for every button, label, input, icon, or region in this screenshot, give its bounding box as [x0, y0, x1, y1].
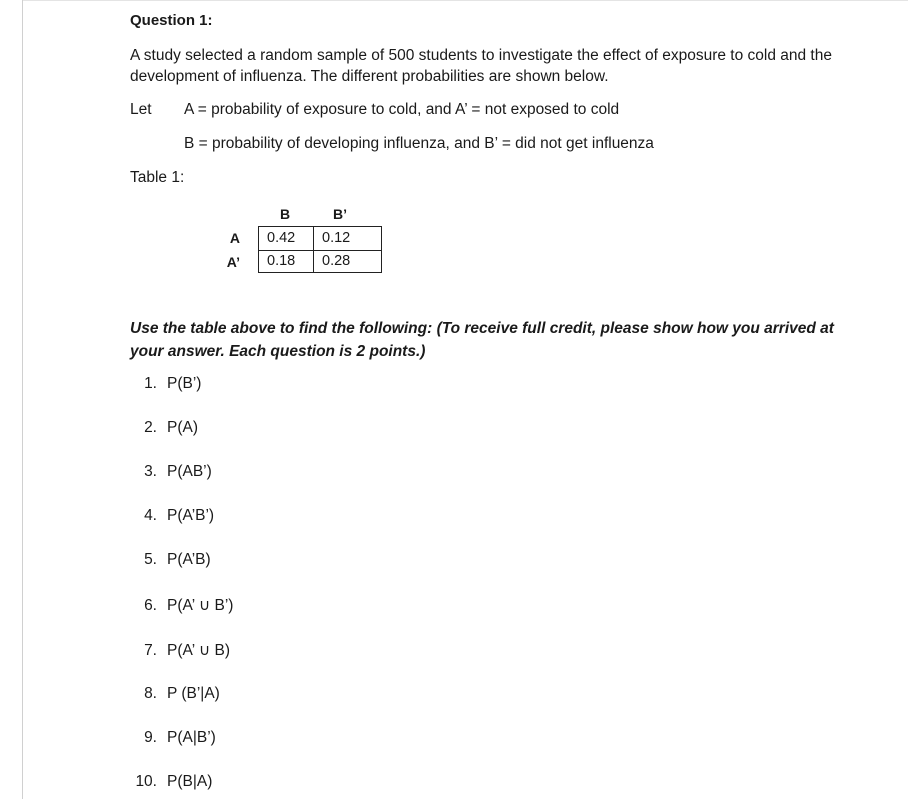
item-text: P (B’|A) — [167, 685, 220, 702]
item-text: P(A’ ∪ B’) — [167, 597, 234, 614]
item-number: 2. — [144, 419, 157, 436]
definition-b: B = probability of developing influenza, and B’ = did not get influenza — [184, 135, 654, 152]
table-cell-a-prime-b-prime: 0.28 — [313, 250, 382, 273]
list-item — [130, 773, 212, 791]
item-number: 9. — [144, 729, 157, 746]
table-cell-a-prime-b: 0.18 — [258, 250, 314, 273]
row-header-a-prime: A’ — [226, 254, 240, 270]
item-text: P(B|A) — [167, 773, 213, 790]
col-header-b: B — [279, 206, 291, 222]
table-cell-a-b: 0.42 — [258, 226, 314, 251]
table-caption: Table 1: — [130, 169, 185, 186]
question-title: Question 1: — [130, 12, 213, 29]
list-item — [130, 729, 216, 747]
item-number: 5. — [144, 551, 157, 568]
item-number: 8. — [144, 685, 157, 702]
item-text: P(AB’) — [167, 463, 212, 480]
row-header-a: A — [229, 230, 240, 246]
question-intro: A study selected a random sample of 500 students to investigate the effect of exposure to cold and the development of influenza. The different probabilities are shown below. — [130, 47, 832, 85]
item-text: P(A’B’) — [167, 507, 215, 524]
list-item — [130, 685, 220, 703]
item-text: P(A’ ∪ B) — [167, 642, 231, 659]
item-number: 6. — [144, 597, 157, 614]
item-number: 10. — [135, 773, 157, 790]
item-number: 1. — [144, 375, 157, 392]
list-item — [130, 596, 233, 615]
item-number: 4. — [144, 507, 157, 524]
item-text: P(A|B’) — [167, 729, 216, 746]
list-item — [130, 551, 211, 569]
item-text: P(B’) — [167, 375, 202, 392]
page-left-border — [22, 0, 23, 799]
let-label: Let — [130, 101, 152, 118]
list-item — [130, 375, 201, 393]
item-text: P(A’B) — [167, 551, 211, 568]
list-item — [130, 463, 212, 481]
item-number: 3. — [144, 463, 157, 480]
list-item — [130, 419, 198, 437]
list-item — [130, 507, 214, 525]
list-item — [130, 641, 230, 660]
page-top-border — [22, 0, 908, 1]
item-number: 7. — [144, 642, 157, 659]
definition-a: A = probability of exposure to cold, and A’ = not exposed to cold — [184, 101, 620, 118]
col-header-b-prime: B’ — [333, 206, 347, 222]
instructions: Use the table above to find the following: (To receive full credit, please show how you arrived at your answer. Each question is 2 points.) — [130, 320, 834, 360]
item-text: P(A) — [167, 419, 198, 436]
table-cell-a-b-prime: 0.12 — [313, 226, 382, 251]
